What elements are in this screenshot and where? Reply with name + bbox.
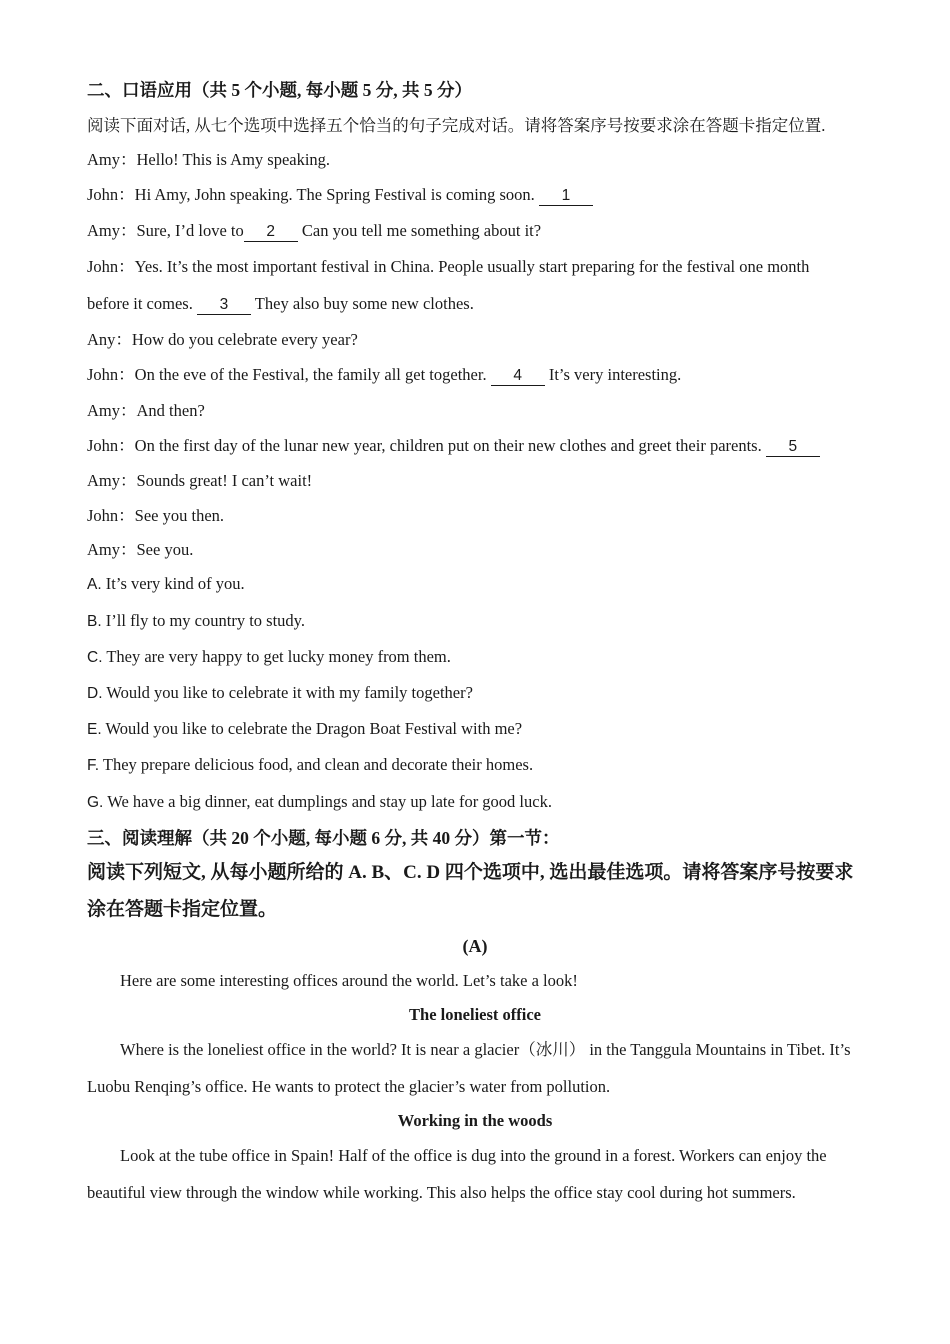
speaker: Amy： bbox=[87, 540, 137, 559]
answer-blank-4[interactable]: 4 bbox=[491, 367, 545, 386]
passage-subtitle-2: Working in the woods bbox=[397, 1111, 553, 1130]
utterance: Sure, I’d love to bbox=[136, 221, 244, 240]
passage-para-2-line-2: beautiful view through the window while working. This also helps the office stay cool during hot summers. bbox=[87, 1183, 796, 1202]
option-letter: E. bbox=[87, 721, 102, 738]
utterance-after: It’s very interesting. bbox=[548, 365, 682, 384]
passage-para-1-line-1: Where is the loneliest office in the world? It is near a glacier（冰川） in the Tanggula Mountains in Tibet. It’s bbox=[120, 1040, 851, 1059]
dialogue-line-10 bbox=[87, 505, 224, 527]
speaker: John： bbox=[87, 365, 135, 384]
section-3-instruction-line-1: 阅读下列短文, 从每小题所给的 A. B、C. D 四个选项中, 选出最佳选项。请将答案序号按要求 bbox=[87, 862, 854, 883]
utterance: Sounds great! I can’t wait! bbox=[136, 471, 313, 490]
speaker: John： bbox=[87, 436, 135, 455]
answer-blank-3[interactable]: 3 bbox=[197, 296, 251, 315]
option-text: We have a big dinner, eat dumplings and stay up late for good luck. bbox=[107, 792, 552, 811]
option-letter: B. bbox=[87, 613, 102, 630]
utterance: Yes. It’s the most important festival in China. People usually start preparing for the festival one month bbox=[134, 257, 810, 276]
dialogue-line-3 bbox=[87, 220, 541, 242]
dialogue-line-2 bbox=[87, 184, 593, 206]
speaker: Amy： bbox=[87, 401, 137, 420]
section-2-title: 二、口语应用（共 5 个小题, 每小题 5 分, 共 5 分） bbox=[87, 80, 472, 100]
dialogue-line-4 bbox=[87, 256, 809, 278]
dialogue-line-1 bbox=[87, 149, 330, 171]
option-text: It’s very kind of you. bbox=[105, 574, 245, 593]
speaker: Any： bbox=[87, 330, 132, 349]
speaker: Amy： bbox=[87, 471, 137, 490]
utterance: See you then. bbox=[134, 506, 225, 525]
option-letter: G. bbox=[87, 794, 104, 811]
answer-blank-5[interactable]: 5 bbox=[766, 438, 820, 457]
dialogue-line-5 bbox=[87, 329, 358, 351]
option-letter: C. bbox=[87, 649, 103, 666]
option-text: Would you like to celebrate the Dragon Boat Festival with me? bbox=[105, 719, 523, 738]
dialogue-line-9 bbox=[87, 470, 312, 492]
option-letter: A. bbox=[87, 576, 102, 593]
utterance: And then? bbox=[136, 401, 205, 420]
dialogue-line-4-cont bbox=[87, 293, 474, 315]
utterance: Hello! This is Amy speaking. bbox=[136, 150, 331, 169]
option-e bbox=[87, 718, 522, 741]
option-text: They prepare delicious food, and clean and decorate their homes. bbox=[102, 755, 534, 774]
option-a bbox=[87, 573, 245, 596]
answer-blank-2[interactable]: 2 bbox=[244, 223, 298, 242]
option-letter: D. bbox=[87, 685, 103, 702]
passage-intro: Here are some interesting offices around the world. Let’s take a look! bbox=[120, 971, 578, 990]
option-letter: F. bbox=[87, 757, 100, 774]
answer-blank-1[interactable]: 1 bbox=[539, 187, 593, 206]
option-text: I’ll fly to my country to study. bbox=[105, 611, 305, 630]
option-c bbox=[87, 646, 451, 669]
speaker: John： bbox=[87, 506, 135, 525]
section-3-title: 三、阅读理解（共 20 个小题, 每小题 6 分, 共 40 分）第一节： bbox=[87, 828, 560, 848]
utterance: Hi Amy, John speaking. The Spring Festival is coming soon. bbox=[134, 185, 535, 204]
option-text: Would you like to celebrate it with my family together? bbox=[106, 683, 473, 702]
dialogue-line-8 bbox=[87, 435, 820, 457]
passage-para-2-line-1: Look at the tube office in Spain! Half of the office is dug into the ground in a forest. Workers can enjoy the bbox=[120, 1146, 827, 1165]
section-3-instruction-line-2: 涂在答题卡指定位置。 bbox=[87, 899, 278, 920]
passage-para-1-line-2: Luobu Renqing’s office. He wants to protect the glacier’s water from pollution. bbox=[87, 1077, 611, 1096]
dialogue-line-6 bbox=[87, 364, 681, 386]
utterance: On the eve of the Festival, the family all get together. bbox=[134, 365, 487, 384]
utterance: See you. bbox=[136, 540, 194, 559]
section-2-instruction: 阅读下面对话, 从七个选项中选择五个恰当的句子完成对话。请将答案序号按要求涂在答题卡指定位置. bbox=[87, 116, 826, 135]
passage-label: (A) bbox=[462, 936, 488, 956]
utterance: On the first day of the lunar new year, children put on their new clothes and greet their parents. bbox=[134, 436, 762, 455]
option-d bbox=[87, 682, 473, 705]
option-f bbox=[87, 754, 533, 777]
utterance: before it comes. bbox=[87, 294, 193, 313]
speaker: John： bbox=[87, 257, 135, 276]
dialogue-line-11 bbox=[87, 539, 193, 561]
dialogue-line-7 bbox=[87, 400, 205, 422]
speaker: John： bbox=[87, 185, 135, 204]
option-text: They are very happy to get lucky money from them. bbox=[106, 647, 451, 666]
option-b bbox=[87, 610, 305, 633]
speaker: Amy： bbox=[87, 221, 137, 240]
utterance-after: They also buy some new clothes. bbox=[254, 294, 474, 313]
utterance: How do you celebrate every year? bbox=[131, 330, 358, 349]
utterance-after: Can you tell me something about it? bbox=[301, 221, 542, 240]
speaker: Amy： bbox=[87, 150, 137, 169]
passage-subtitle-1: The loneliest office bbox=[409, 1005, 541, 1024]
option-g bbox=[87, 791, 552, 814]
